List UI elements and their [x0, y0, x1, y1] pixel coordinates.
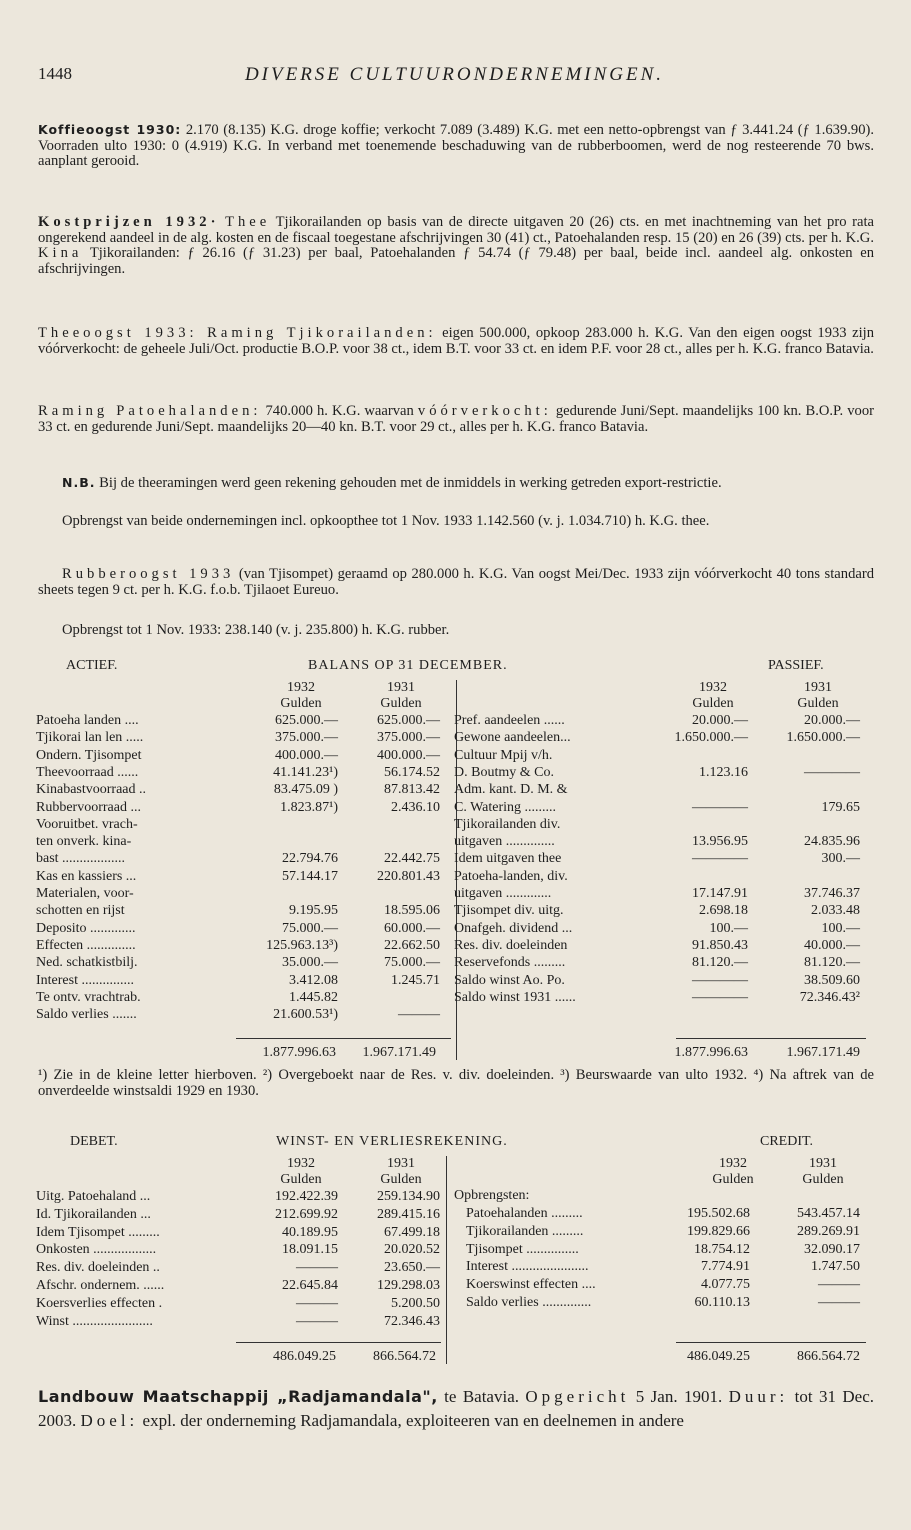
activa-row-value-1932: 3.412.08	[289, 972, 338, 988]
company-place: te Batavia.	[444, 1387, 519, 1406]
passiva-row-value-1931: 38.509.60	[804, 972, 860, 988]
passiva-row-value-1932: ————	[692, 851, 748, 867]
activa-row-value-1931: 1.245.71	[391, 972, 440, 988]
passiva-row-value-1932: 2.698.18	[699, 903, 748, 919]
opbrengst-rubber: Opbrengst tot 1 Nov. 1933: 238.140 (v. j. 235.800) h. K.G. rubber.	[62, 622, 450, 638]
activa-row-label: Patoeha landen ....	[36, 713, 139, 728]
debet-row-value-1932: 18.091.15	[282, 1242, 338, 1258]
credit-row-value-1931: 32.090.17	[804, 1241, 860, 1257]
debet-row-value-1932: 40.189.95	[282, 1224, 338, 1240]
activa-row-value-1931: 400.000.—	[377, 747, 440, 763]
balans-title-mid: BALANS OP 31 DECEMBER.	[308, 658, 508, 673]
balans-year-a-left: 1932	[287, 680, 315, 695]
activa-row-value-1931: 375.000.—	[377, 730, 440, 746]
balans-title-right: PASSIEF.	[768, 658, 824, 673]
credit-row-label: Patoehalanden .........	[466, 1206, 583, 1221]
passiva-row-label: Saldo winst 1931 ......	[454, 989, 576, 1005]
passiva-row-label: Reservefonds .........	[454, 955, 566, 971]
credit-row-value-1931: 289.269.91	[797, 1223, 860, 1239]
activa-row-label: Kas en kassiers ...	[36, 868, 137, 884]
passiva-row-value-1931: 179.65	[821, 799, 860, 815]
doel-label: Doel:	[80, 1411, 139, 1430]
doel-value: expl. der onderneming Radjamandala, exploiteeren van en deelnemen in andere	[142, 1411, 684, 1430]
activa-row-label: Vooruitbet. vrach-	[36, 816, 138, 832]
winst-total-rule-left	[236, 1342, 441, 1343]
credit-row-value-1932: 195.502.68	[687, 1206, 750, 1221]
activa-row-label: Deposito .............	[36, 920, 136, 936]
winst-year-b-left: 1931	[387, 1156, 415, 1171]
balans-year-b-right: 1931	[804, 680, 832, 695]
balans-total-right-1931: 1.967.171.49	[786, 1045, 860, 1060]
credit-row-label: Koerswinst effecten ....	[466, 1277, 596, 1293]
raming-patoeha-label: Raming Patoehalanden:	[38, 403, 262, 419]
passiva-row-value-1931: 1.650.000.—	[786, 730, 860, 746]
duur-value: tot 31 Dec. 2003.	[38, 1387, 874, 1430]
winst-total-rule-right	[676, 1342, 866, 1343]
activa-row-value-1931: 625.000.—	[377, 713, 440, 728]
activa-row-value-1932: 22.794.76	[282, 851, 338, 867]
activa-row-value-1932: 83.475.09 )	[273, 782, 338, 798]
passiva-row-label: C. Watering .........	[454, 799, 557, 815]
passiva-row-value-1932: 100.—	[709, 920, 748, 936]
balans-total-left-1932: 1.877.996.63	[262, 1045, 336, 1060]
debet-row-value-1932: 192.422.39	[275, 1189, 338, 1204]
rubberoogst-label: Rubberoogst 1933	[62, 566, 235, 582]
winst-unit-b-left: Gulden	[380, 1172, 422, 1187]
debet-row-value-1932: ———	[296, 1313, 338, 1329]
duur-label: Duur:	[728, 1387, 789, 1406]
koffie-text: 2.170 (8.135) K.G. droge koffie; verkocht 7.089 (3.489) K.G. met een netto-opbrengst van ƒ 3.441.24 (ƒ 1.639.90). Voorraden ulto 1930: 0 (4.919) K.G. In verband met toenemende beschaduwing van de rubberboomen, werd de nog resteerende 70 bws. aanplant gerooid.	[38, 122, 875, 170]
activa-row-label: Rubbervoorraad ...	[36, 799, 141, 815]
activa-row-value-1932: 35.000.—	[282, 955, 338, 971]
theeoogst-text: eigen 500.000, opkoop 283.000 h. K.G. Van den eigen oogst 1933 zijn vóórverkocht: de geheele Juli/Oct. productie B.O.P. voor 38 ct., idem B.T. voor 33 ct. en idem P.F. voor 28 ct., alles per h. K.G. franco Batavia.	[38, 325, 875, 357]
debet-row-value-1931: 289.415.16	[377, 1206, 440, 1222]
winst-divider	[446, 1156, 447, 1364]
koffie-paragraph	[38, 122, 874, 170]
debet-row-value-1931: 5.200.50	[391, 1295, 440, 1311]
credit-row-value-1932: 18.754.12	[694, 1241, 750, 1257]
debet-row-value-1932: ———	[296, 1295, 338, 1311]
running-title: DIVERSE CULTUURONDERNEMINGEN.	[244, 64, 665, 85]
page-header	[38, 64, 871, 90]
balans-total-right-1932: 1.877.996.63	[674, 1045, 748, 1060]
activa-row-value-1932: 21.600.53¹)	[273, 1007, 338, 1023]
passiva-row-value-1932: ————	[692, 989, 748, 1005]
activa-row-value-1932: 375.000.—	[275, 730, 338, 746]
activa-row-value-1932: 625.000.—	[275, 713, 338, 728]
activa-row-value-1931: 22.662.50	[384, 937, 440, 953]
debet-row-value-1932: ———	[296, 1260, 338, 1276]
winst-year-b-right: 1931	[809, 1156, 837, 1171]
balans-unit-a-left: Gulden	[280, 696, 322, 711]
activa-row-value-1931: ———	[398, 1007, 440, 1023]
activa-row-label: Saldo verlies .......	[36, 1007, 137, 1023]
passiva-row-value-1931: 300.—	[821, 851, 860, 867]
opgericht-value: 5 Jan. 1901.	[635, 1387, 723, 1406]
credit-row-value-1932: 199.829.66	[687, 1223, 750, 1239]
activa-row-label: Ned. schatkistbilj.	[36, 955, 138, 971]
balans-total-rule-right	[676, 1038, 866, 1039]
activa-row-value-1931: 56.174.52	[384, 764, 440, 780]
activa-row-value-1932: 1.445.82	[289, 989, 338, 1005]
debet-row-value-1931: 20.020.52	[384, 1242, 440, 1258]
activa-row-value-1931: 220.801.43	[377, 868, 440, 884]
debet-row-value-1931: 259.134.90	[377, 1189, 440, 1204]
activa-row-value-1932: 125.963.13³)	[266, 937, 338, 953]
activa-row-value-1932: 75.000.—	[282, 920, 338, 936]
credit-row-value-1932: 4.077.75	[701, 1277, 750, 1293]
activa-row-value-1931: 22.442.75	[384, 851, 440, 867]
balans-total-rule-left	[236, 1038, 451, 1039]
activa-row-value-1931: 18.595.06	[384, 903, 440, 919]
landbouw-entry	[38, 1385, 874, 1433]
credit-row-value-1931: 543.457.14	[797, 1206, 860, 1221]
winst-unit-a-right: Gulden	[712, 1172, 754, 1187]
theeoogst-label: Theeoogst 1933: Raming Tjikorailanden:	[38, 325, 437, 341]
credit-row-value-1931: ———	[818, 1277, 860, 1293]
balans-year-a-right: 1932	[699, 680, 727, 695]
debet-row-label: Onkosten ..................	[36, 1242, 157, 1258]
kina-label: Kina	[38, 245, 83, 262]
debet-row-label: Idem Tjisompet .........	[36, 1224, 160, 1240]
debet-row-value-1931: 129.298.03	[377, 1278, 440, 1293]
passiva-row-value-1932: 81.120.—	[692, 955, 748, 971]
opgericht-label: Opgericht	[525, 1387, 630, 1406]
debet-row-value-1931: 23.650.—	[384, 1260, 440, 1276]
debet-row-label: Winst .......................	[36, 1313, 153, 1329]
activa-row-value-1932: 9.195.95	[289, 903, 338, 919]
debet-row-label: Afschr. ondernem. ......	[36, 1278, 165, 1293]
activa-row-value-1932: 57.144.17	[282, 868, 338, 884]
activa-row-value-1931: 60.000.—	[384, 920, 440, 936]
passiva-row-value-1932: 1.650.000.—	[674, 730, 748, 746]
activa-row-value-1931: 75.000.—	[384, 955, 440, 971]
raming-patoeha-text-1: 740.000 h. K.G. waarvan	[265, 403, 414, 419]
passiva-row-value-1931: 81.120.—	[804, 955, 860, 971]
activa-row-label: Kinabastvoorraad ..	[36, 782, 147, 798]
debet-row-value-1932: 212.699.92	[275, 1206, 338, 1222]
winst-title-right: CREDIT.	[760, 1134, 814, 1149]
koffie-label: Koffieoogst 1930:	[38, 122, 182, 137]
rubberoogst-paragraph	[38, 567, 874, 598]
passiva-row-value-1931: 2.033.48	[811, 903, 860, 919]
passiva-row-value-1932: 20.000.—	[692, 713, 748, 728]
passiva-row-label: Res. div. doeleinden	[454, 937, 568, 953]
credit-row-value-1931: ———	[818, 1295, 860, 1310]
activa-row-label: Materialen, voor-	[36, 886, 134, 901]
nb-label: N.B.	[62, 475, 96, 490]
passiva-row-label: Gewone aandeelen...	[454, 730, 571, 746]
passiva-row-value-1932: ————	[692, 799, 748, 815]
credit-header: Opbrengsten:	[454, 1188, 530, 1203]
balans-unit-a-right: Gulden	[692, 696, 734, 711]
winst-unit-a-left: Gulden	[280, 1172, 322, 1187]
passiva-row-value-1932: ————	[692, 972, 748, 988]
passiva-row-value-1932: 1.123.16	[699, 764, 748, 780]
winst-title-mid: WINST- EN VERLIESREKENING.	[276, 1134, 508, 1149]
balans-total-left-1931: 1.967.171.49	[362, 1045, 436, 1060]
activa-row-label: Tjikorai lan len .....	[36, 730, 144, 746]
debet-row-value-1932: 22.645.84	[282, 1278, 338, 1293]
activa-row-label: Interest ...............	[36, 972, 134, 988]
thee-label: Thee	[225, 214, 271, 230]
activa-row-value-1932: 41.141.23¹)	[273, 764, 338, 780]
winst-total-right-1931: 866.564.72	[797, 1349, 860, 1364]
credit-row-label: Tjisompet ...............	[466, 1241, 579, 1257]
footnotes: ¹) Zie in de kleine letter hierboven. ²) Overgeboekt naar de Res. v. div. doeleinden. ³) Beurswaarde van ulto 1932. ⁴) Na aftrek van de onverdeelde winstsaldi 1929 en 1930.	[38, 1067, 874, 1099]
nb-paragraph	[38, 475, 874, 492]
credit-row-value-1931: 1.747.50	[811, 1259, 860, 1275]
passiva-row-label: Patoeha-landen, div.	[454, 868, 568, 884]
debet-row-value-1931: 72.346.43	[384, 1313, 440, 1329]
activa-row-label: bast ..................	[36, 851, 126, 867]
passiva-row-label: Pref. aandeelen ......	[454, 713, 565, 728]
passiva-row-value-1931: 100.—	[821, 920, 860, 936]
winst-total-left-1931: 866.564.72	[373, 1349, 436, 1364]
activa-row-value-1932: 400.000.—	[275, 747, 338, 763]
kostprijzen-label: Kostprijzen 1932·	[38, 214, 220, 230]
kostprijzen-paragraph	[38, 215, 874, 277]
raming-patoeha-paragraph	[38, 404, 874, 435]
credit-row-label: Saldo verlies ..............	[466, 1295, 592, 1310]
balans-year-b-left: 1931	[387, 680, 415, 695]
passiva-row-label: Cultuur Mpij v/h.	[454, 747, 553, 763]
company-name: Landbouw Maatschappij „Radjamandala",	[38, 1387, 438, 1406]
winst-total-right-1932: 486.049.25	[687, 1349, 750, 1364]
passiva-row-label: uitgaven ..............	[454, 834, 555, 850]
passiva-row-label: Saldo winst Ao. Po.	[454, 972, 565, 988]
winst-year-a-left: 1932	[287, 1156, 315, 1171]
passiva-row-value-1931: 40.000.—	[804, 937, 860, 953]
activa-row-label: Te ontv. vrachtrab.	[36, 989, 141, 1005]
activa-row-label: ten onverk. kina-	[36, 834, 132, 850]
activa-row-value-1931: 87.813.42	[384, 782, 440, 798]
credit-row-label: Interest ......................	[466, 1259, 589, 1275]
passiva-row-label: D. Boutmy & Co.	[454, 764, 554, 780]
passiva-row-value-1931: 37.746.37	[804, 886, 860, 901]
winst-total-left-1932: 486.049.25	[273, 1349, 336, 1364]
passiva-row-label: uitgaven .............	[454, 886, 552, 901]
activa-row-value-1931: 2.436.10	[391, 799, 440, 815]
passiva-row-label: Idem uitgaven thee	[454, 851, 562, 867]
passiva-row-value-1932: 17.147.91	[692, 886, 748, 901]
page-number: 1448	[38, 64, 72, 83]
passiva-row-label: Adm. kant. D. M. &	[454, 782, 568, 798]
debet-row-label: Id. Tjikorailanden ...	[36, 1206, 151, 1222]
balans-table	[36, 676, 876, 1066]
balans-unit-b-right: Gulden	[797, 696, 839, 711]
kostprijzen-text-2: Tjikorailanden: ƒ 26.16 (ƒ 31.23) per baal, Patoehalanden ƒ 54.74 (ƒ 79.48) per baal, beide incl. aandeel alg. onkosten en afschrijvingen.	[38, 245, 875, 277]
winst-title-left: DEBET.	[70, 1134, 118, 1149]
credit-row-label: Tjikorailanden .........	[466, 1223, 584, 1239]
raming-patoeha-text-2: gedurende Juni/Sept. maandelijks 100 kn. B.O.P. voor 33 ct. en gedurende Juni/Sept. maandelijks 20—40 kn. B.T. voor 29 ct., alles per h. K.G. franco Batavia.	[38, 403, 875, 435]
theeoogst-paragraph	[38, 326, 874, 357]
passiva-row-value-1932: 91.850.43	[692, 937, 748, 953]
winst-unit-b-right: Gulden	[802, 1172, 844, 1187]
kostprijzen-text-1: Tjikorailanden op basis van de directe uitgaven 20 (26) cts. en met inachtneming van het pro rata ongerekend aandeel in de alg. kosten en de fiscaal toegestane afschrijvingen 30 (41) ct., Patoehalanden resp. 15 (20) en 26 (39) cts. per h. K.G.	[38, 214, 874, 246]
activa-row-label: schotten en rijst	[36, 903, 125, 919]
passiva-row-value-1931: 24.835.96	[804, 834, 860, 850]
credit-row-value-1932: 7.774.91	[701, 1259, 750, 1275]
passiva-row-value-1932: 13.956.95	[692, 834, 748, 850]
passiva-row-label: Tjisompet div. uitg.	[454, 903, 564, 919]
nb-text: Bij de theeramingen werd geen rekening gehouden met de inmiddels in werking getreden export-restrictie.	[99, 475, 722, 491]
opbrengst-thee: Opbrengst van beide ondernemingen incl. opkoopthee tot 1 Nov. 1933 1.142.560 (v. j. 1.034.710) h. K.G. thee.	[62, 513, 710, 529]
activa-row-label: Ondern. Tjisompet	[36, 747, 142, 763]
winst-table	[36, 1152, 876, 1372]
passiva-row-value-1931: 20.000.—	[804, 713, 860, 728]
passiva-row-label: Onafgeh. dividend ...	[454, 920, 573, 936]
balans-unit-b-left: Gulden	[380, 696, 422, 711]
rubberoogst-text: (van Tjisompet) geraamd op 280.000 h. K.G. Van oogst Mei/Dec. 1933 zijn vóórverkocht 40 tons standard sheets tegen 9 ct. per h. K.G. f.o.b. Tjilaoet Eureuo.	[38, 566, 874, 598]
credit-row-value-1932: 60.110.13	[694, 1295, 750, 1310]
activa-row-label: Effecten ..............	[36, 937, 136, 953]
activa-row-value-1932: 1.823.87¹)	[280, 799, 338, 815]
debet-row-value-1931: 67.499.18	[384, 1224, 440, 1240]
passiva-row-label: Tjikorailanden div.	[454, 816, 561, 832]
balans-title-left: ACTIEF.	[66, 658, 118, 673]
debet-row-label: Koersverlies effecten .	[36, 1295, 163, 1311]
debet-row-label: Res. div. doeleinden ..	[36, 1260, 160, 1276]
debet-row-label: Uitg. Patoehaland ...	[36, 1189, 151, 1204]
winst-year-a-right: 1932	[719, 1156, 747, 1171]
activa-row-label: Theevoorraad ......	[36, 764, 139, 780]
raming-patoeha-sp: vóórverkocht:	[417, 403, 552, 419]
passiva-row-value-1931: 72.346.43²	[799, 989, 860, 1005]
passiva-row-value-1931: ————	[804, 764, 860, 780]
